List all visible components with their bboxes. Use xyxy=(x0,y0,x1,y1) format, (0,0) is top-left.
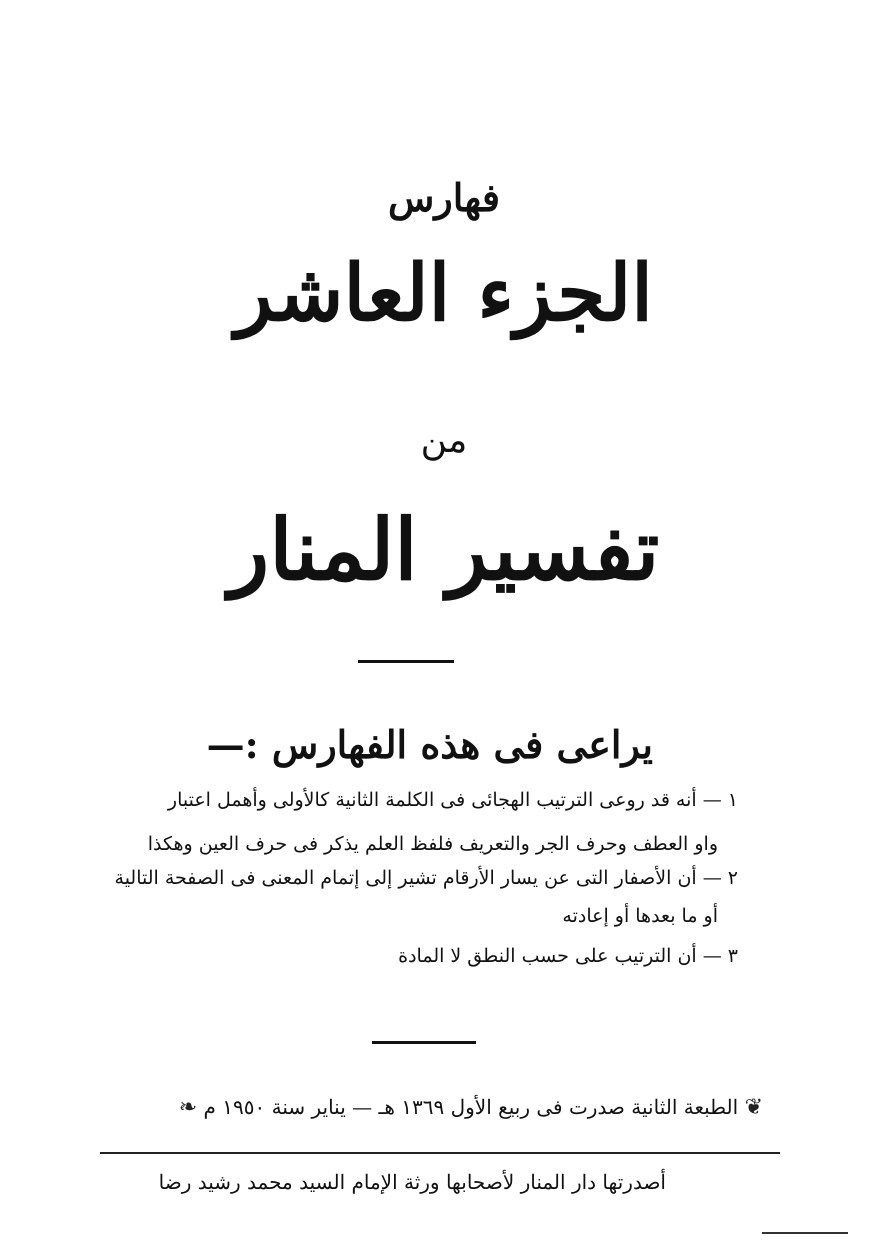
ornament-right-icon: ❦ xyxy=(744,1095,763,1120)
connector-word: من xyxy=(420,420,468,461)
notes-heading: يراعى فى هذه الفهارس :— xyxy=(206,722,653,767)
footer-rule xyxy=(100,1152,780,1154)
note-2-line-2: أو ما بعدها أو إعادته xyxy=(562,905,718,927)
volume-title: الجزء العاشر xyxy=(235,248,653,339)
ornament-left-icon: ❧ xyxy=(178,1095,198,1120)
index-label: فهارس xyxy=(388,175,500,220)
divider-top xyxy=(358,660,454,663)
publisher-line: أصدرتها دار المنار لأصحابها ورثة الإمام السيد محمد رشيد رضا xyxy=(158,1170,666,1194)
note-1-line-1: ١ — أنه قد روعى الترتيب الهجائى فى الكلمة الثانية كالأولى وأهمل اعتبار xyxy=(167,789,738,811)
note-1-line-2: واو العطف وحرف الجر والتعريف فلفظ العلم يذكر فى حرف العين وهكذا xyxy=(147,833,718,855)
edition-text: الطبعة الثانية صدرت فى ربيع الأول ١٣٦٩ هـ — يناير سنة ١٩٥٠ م xyxy=(203,1095,739,1119)
scan-edge-mark xyxy=(762,1232,848,1234)
edition-line xyxy=(103,1095,763,1120)
note-3-line-1: ٣ — أن الترتيب على حسب النطق لا المادة xyxy=(398,945,738,967)
book-title: تفسير المنار xyxy=(228,500,660,599)
note-2-line-1: ٢ — أن الأصفار التى عن يسار الأرقام تشير إلى إتمام المعنى فى الصفحة التالية xyxy=(114,867,738,889)
divider-bottom xyxy=(372,1041,476,1044)
